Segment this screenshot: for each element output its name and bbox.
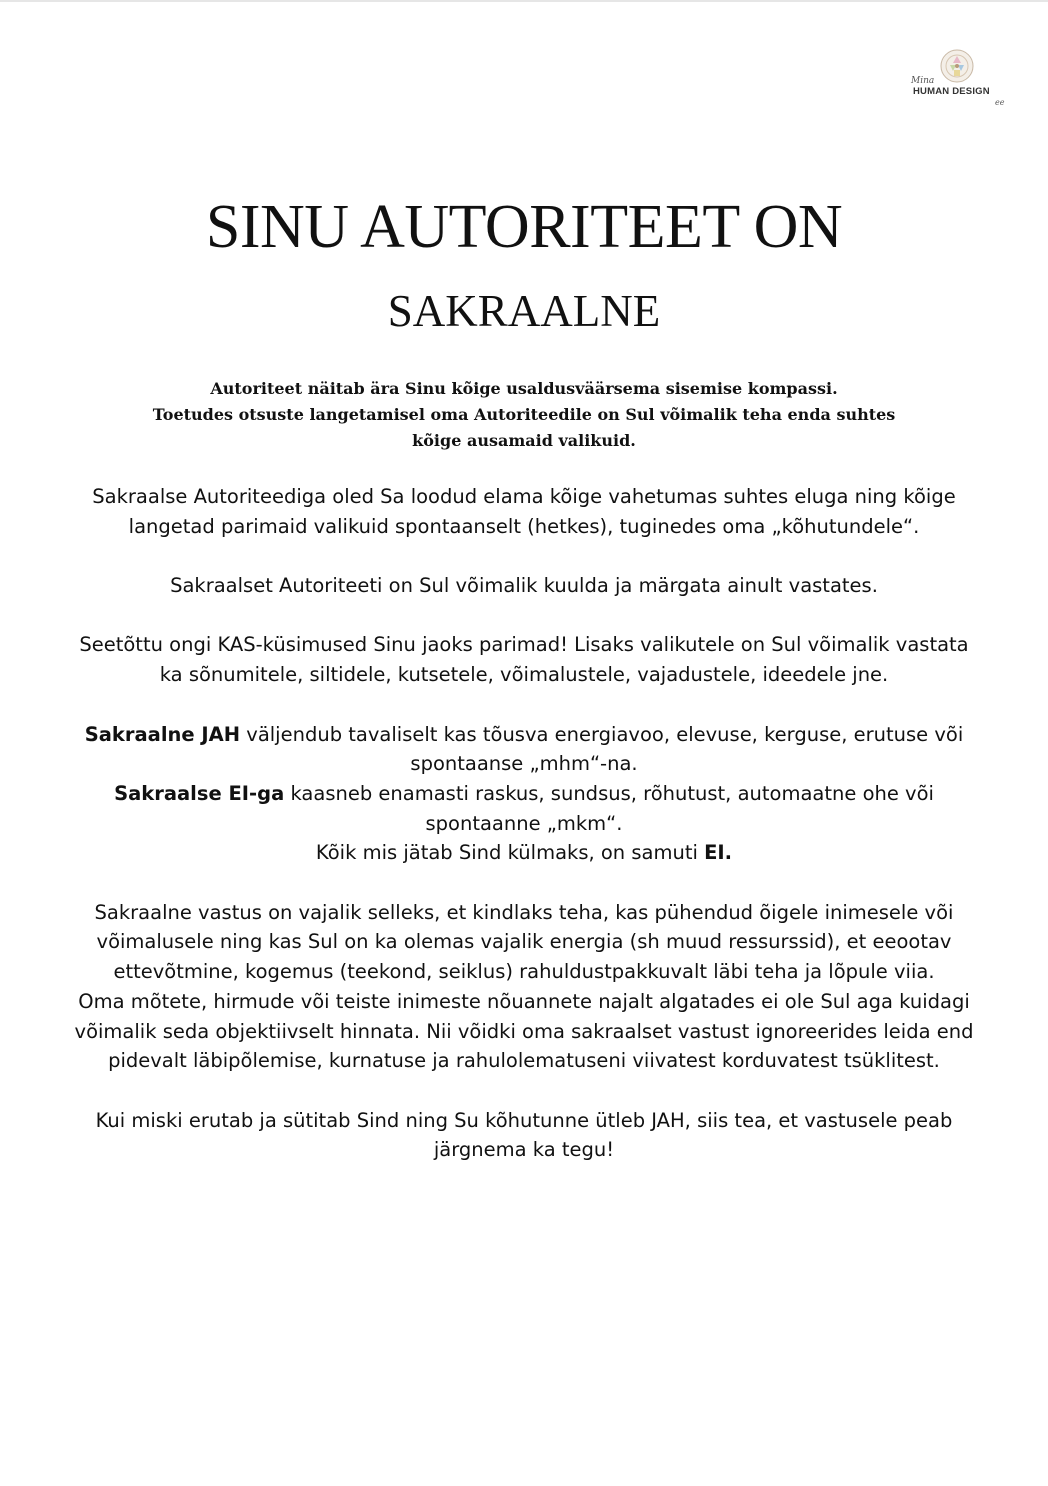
logo-suffix-text: ee bbox=[995, 98, 1005, 107]
logo-brand-text: HUMAN DESIGN bbox=[913, 86, 990, 97]
intro-block bbox=[74, 376, 974, 454]
intro-line-3: kõige ausamaid valikuid. bbox=[412, 431, 636, 450]
paragraph-yes-no-questions: Seetõttu ongi KAS-küsimused Sinu jaoks parimad! Lisaks valikutele on Sul võimalik vastata ka sõnumitele, siltidele, kutsetele, võimalustele, vajadustele, ideedele jne. bbox=[79, 633, 969, 687]
paragraph-ignoring-response: Oma mõtete, hirmude või teiste inimeste nõuannete najalt algatades ei ole Sul aga kuidagi võimalik seda objektiivselt hinnata. Nii võidki oma sakraalset vastust ignoreerides leida end pidevalt läbipõlemise, kurnatuse ja rahulolematuseni viivatest korduvatest tsüklitest. bbox=[74, 989, 974, 1073]
paragraph-sacral-response: Sakraalne vastus on vajalik selleks, et kindlaks teha, kas pühendud õigele inimesele või võimalusele ning kas Sul on ka olemas vajalik energia (sh muud ressurssid), et eeootav ettevõtmine, kogemus (teekond, seiklus) rahuldustpakkuvalt läbi teha ja lõpule viia. bbox=[94, 900, 954, 984]
logo-script-text: Mina bbox=[911, 76, 935, 86]
sacral-yes-text: väljendub tavaliselt kas tõusva energiavoo, elevuse, kerguse, erutuse või spontaanse „mhm“-na. bbox=[240, 722, 964, 776]
paragraph-sacral-life: Sakraalse Autoriteediga oled Sa loodud elama kõige vahetumas suhtes eluga ning kõige langetad parimaid valikuid spontaanselt (hetkes), tuginedes oma „kõhutundele“. bbox=[92, 485, 956, 538]
brand-logo bbox=[905, 44, 1015, 114]
paragraph-sacral-yes bbox=[74, 720, 974, 779]
sacral-no-text: kaasneb enamasti raskus, sundsus, rõhutust, automaatne ohe või spontaanne „mkm“. bbox=[284, 781, 934, 835]
bodygraph-logo-icon bbox=[939, 48, 975, 84]
cold-no-label: EI. bbox=[704, 841, 733, 865]
paragraph-sacral-no bbox=[74, 779, 974, 838]
paragraph-cold-no bbox=[74, 838, 974, 868]
sacral-yes-label: Sakraalne JAH bbox=[84, 722, 241, 746]
paragraph-action: Kui miski erutab ja sütitab Sind ning Su kõhutunne ütleb JAH, siis tea, et vastusele peab järgnema ka tegu! bbox=[95, 1108, 953, 1162]
intro-line-1: Autoriteet näitab ära Sinu kõige usaldusväärsema sisemise kompassi. bbox=[210, 379, 838, 398]
paragraph-responding: Sakraalset Autoriteeti on Sul võimalik kuulda ja märgata ainult vastates. bbox=[170, 574, 878, 598]
intro-line-2: Toetudes otsuste langetamisel oma Autoriteedile on Sul võimalik teha enda suhtes bbox=[152, 405, 896, 424]
top-border bbox=[0, 0, 1048, 2]
page-subtitle: SAKRAALNE bbox=[387, 286, 661, 336]
cold-no-text: Kõik mis jätab Sind külmaks, on samuti bbox=[315, 841, 705, 865]
sacral-no-label: Sakraalse EI-ga bbox=[114, 781, 285, 805]
page-title: SINU AUTORITEET ON bbox=[205, 193, 843, 261]
body-text bbox=[74, 482, 974, 1195]
